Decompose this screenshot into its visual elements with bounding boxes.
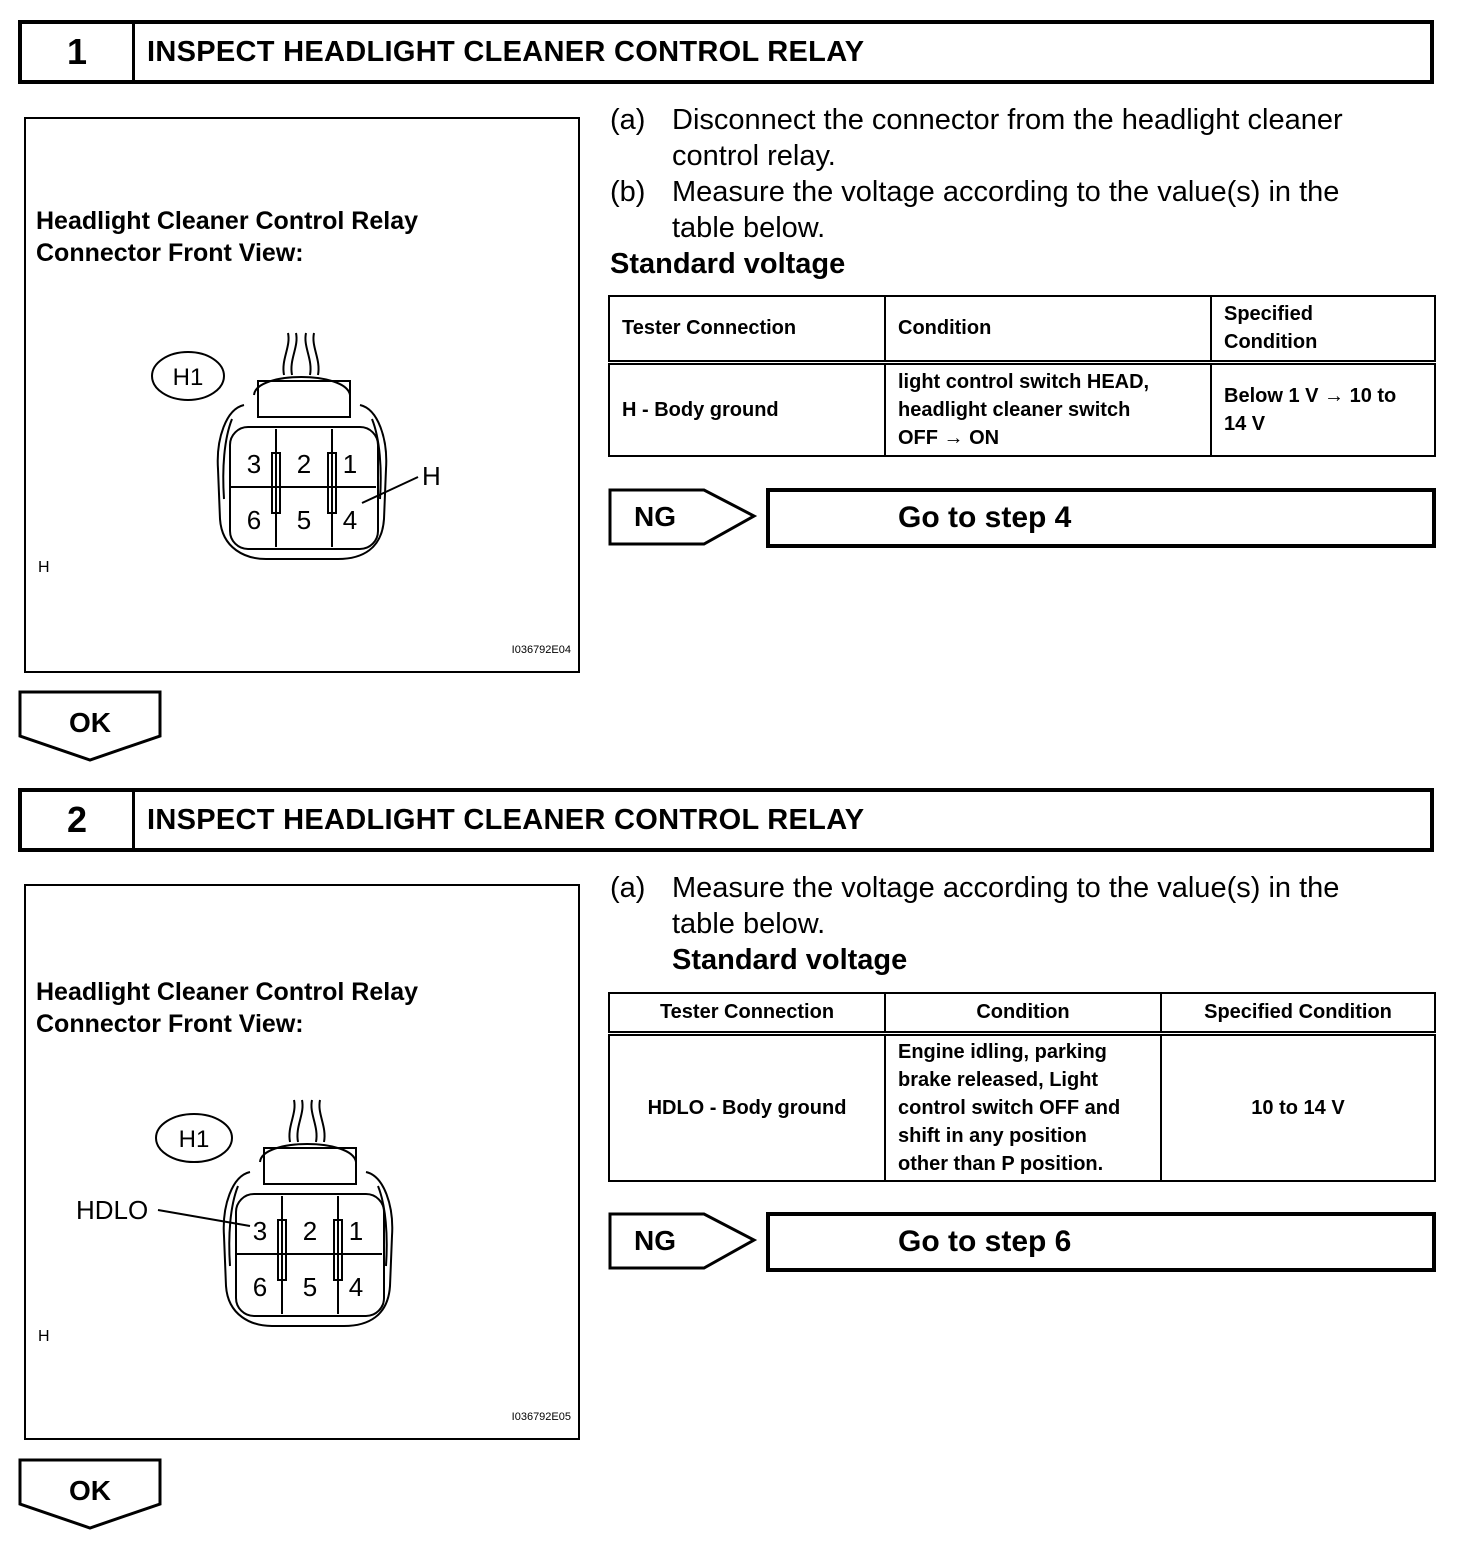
step1-ng-arrow: [608, 488, 760, 548]
ok-label: OK: [69, 707, 111, 738]
header-tester-connection: Tester Connection: [609, 296, 885, 362]
ng-label: NG: [634, 501, 676, 532]
cell-connection: H - Body ground: [609, 362, 885, 456]
pin-3: 3: [252, 1216, 268, 1246]
standard-voltage-heading: Standard voltage: [610, 248, 846, 280]
step2-illustration: [24, 884, 580, 1440]
pin-5: 5: [296, 505, 312, 535]
step2-number: 2: [22, 792, 135, 848]
step2-ok-arrow: [18, 1458, 164, 1532]
step2-connector-diagram: [26, 886, 578, 1438]
pin-6: 6: [246, 505, 262, 535]
connector-label: H1: [178, 1126, 210, 1153]
pin-4: 4: [348, 1272, 364, 1302]
standard-voltage-heading: Standard voltage: [672, 944, 908, 976]
header-specified-condition: Specified Condition: [1161, 993, 1435, 1033]
step2-title: INSPECT HEADLIGHT CLEANER CONTROL RELAY: [147, 803, 865, 836]
step2-figure-caption: Headlight Cleaner Control Relay Connector Front View:: [36, 978, 419, 1038]
table-header-row: [609, 296, 1435, 362]
connector-label: H1: [172, 364, 204, 391]
step1-spec-table: [608, 295, 1436, 457]
step1-header: [18, 20, 1434, 84]
step1-ok-arrow: [18, 690, 164, 764]
step1-instructions: [610, 102, 1430, 282]
pin-4: 4: [342, 505, 358, 535]
cell-condition: Engine idling, parking brake released, Light control switch OFF and shift in any position other than P position.: [885, 1033, 1161, 1181]
pin-2: 2: [296, 449, 312, 479]
cell-specified: 10 to 14 V: [1161, 1033, 1435, 1181]
header-condition: Condition: [885, 993, 1161, 1033]
header-specified-condition: Specified Condition: [1211, 296, 1435, 362]
step2-instructions: [610, 870, 1430, 978]
cell-specified: Below 1 V → 10 to 14 V: [1211, 362, 1435, 456]
ng-label: NG: [634, 1225, 676, 1256]
step2-corner-mark: H: [38, 1328, 50, 1345]
ok-label: OK: [69, 1475, 111, 1506]
step1-go-to-step: Go to step 4: [766, 488, 1436, 548]
cell-connection: HDLO - Body ground: [609, 1033, 885, 1181]
terminal-callout: H: [422, 461, 441, 491]
table-row: [609, 1033, 1435, 1181]
pin-3: 3: [246, 449, 262, 479]
cell-condition: light control switch HEAD, headlight cleaner switch OFF → ON: [885, 362, 1211, 456]
step1-illustration: [24, 117, 580, 673]
instruction-a: (a) Disconnect the connector from the headlight cleaner control relay.: [610, 104, 1343, 172]
instruction-b: (b) Measure the voltage according to the value(s) in the table below.: [610, 176, 1340, 244]
pin-2: 2: [302, 1216, 318, 1246]
terminal-callout: HDLO: [76, 1195, 149, 1225]
step1-figure-id: I036792E04: [511, 644, 571, 656]
step2-go-to-step: Go to step 6: [766, 1212, 1436, 1272]
pin-6: 6: [252, 1272, 268, 1302]
step1-connector-diagram: [26, 119, 578, 671]
step2-header: [18, 788, 1434, 852]
table-header-row: [609, 993, 1435, 1033]
step2-spec-table: [608, 992, 1436, 1182]
instruction-a: (a) Measure the voltage according to the value(s) in the table below. Standard voltage: [610, 870, 1430, 978]
step1-figure-caption: Headlight Cleaner Control Relay Connector Front View:: [36, 207, 419, 267]
pin-5: 5: [302, 1272, 318, 1302]
table-row: [609, 362, 1435, 456]
step1-corner-mark: H: [38, 559, 50, 576]
pin-1: 1: [342, 449, 358, 479]
pin-1: 1: [348, 1216, 364, 1246]
header-condition: Condition: [885, 296, 1211, 362]
header-tester-connection: Tester Connection: [609, 993, 885, 1033]
step1-title: INSPECT HEADLIGHT CLEANER CONTROL RELAY: [147, 35, 865, 68]
step2-ng-arrow: [608, 1212, 760, 1272]
step2-figure-id: I036792E05: [511, 1411, 571, 1423]
step1-number: 1: [22, 24, 135, 80]
